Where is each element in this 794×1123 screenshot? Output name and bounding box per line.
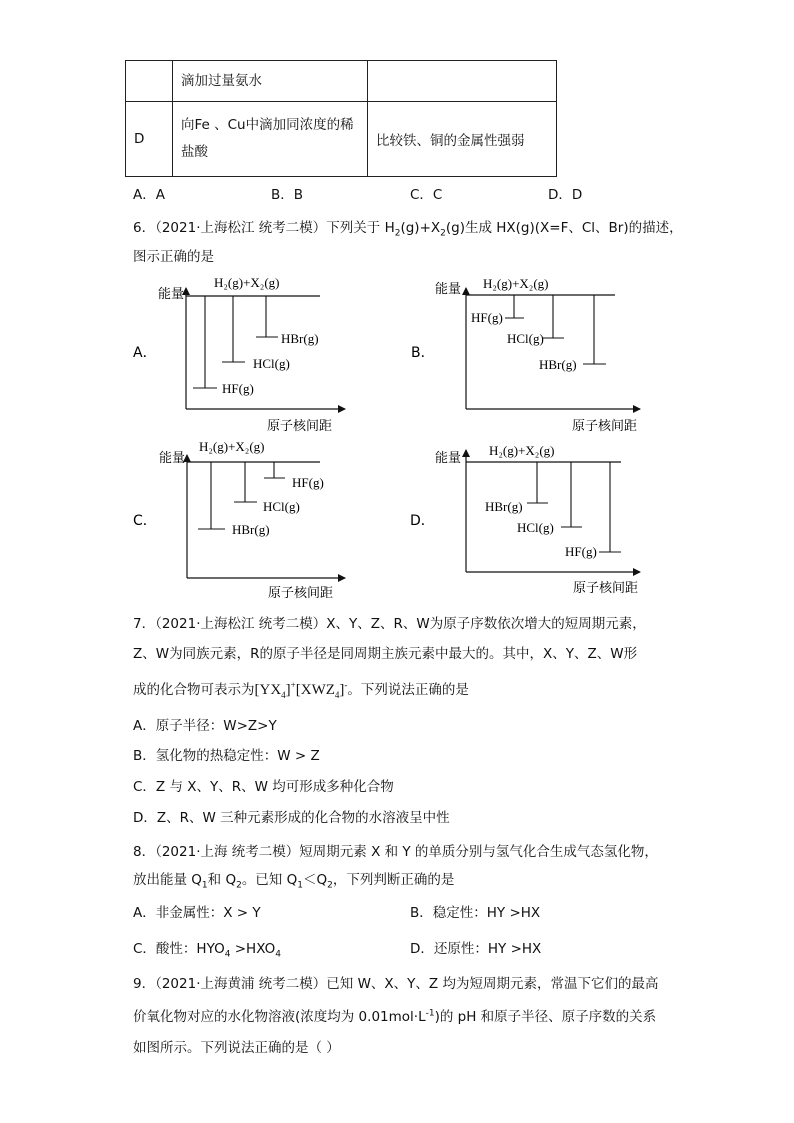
diagram-d <box>410 443 640 596</box>
q7-stem-line-1: 7．（2021·上海松江 统考二模）X、Y、Z、R、W为原子序数依次增大的短周期元素， <box>133 616 646 632</box>
reactants-label: H₂(g)+X₂(g) <box>199 439 265 454</box>
operation-line-1: 向Fe 、Cu中滴加同浓度的稀 <box>181 117 354 133</box>
hbr-label: HBr(g) <box>281 331 319 346</box>
q7-option-c[interactable]: C．Z 与 X、Y、R、W 均可形成多种化合物 <box>133 779 394 795</box>
q5-option-b[interactable]: B．B <box>271 187 304 203</box>
hcl-label: HCl(g) <box>517 520 554 535</box>
hf-label: HF(g) <box>471 310 503 325</box>
option-label-d[interactable]: D． <box>410 513 435 529</box>
q9-stem-line-2: 价氧化物对应的水化物溶液(浓度均为 $0.01mol\cdot L^{-1}$)的 pH 和原子半径、原子序数的关系 <box>133 1008 657 1025</box>
q7-option-d[interactable]: D．Z、R、W 三种元素形成的化合物的水溶液呈中性 <box>133 810 450 826</box>
option-label-b[interactable]: B． <box>411 345 435 361</box>
q9-stem-line-1: 9．（2021·上海黄浦 统考二模）已知 W、X、Y、Z 均为短周期元素，常温下它们的最高 <box>133 976 659 992</box>
table-cell-purpose: 比较铁、铜的金属性强弱 <box>368 102 557 177</box>
axis-distance-label: 原子核间距 <box>573 581 639 596</box>
axis-energy-label: 能量 <box>159 451 186 466</box>
q7-stem-line-2: Z、W为同族元素，R的原子半径是同周期主族元素中最大的。其中，X、Y、Z、W形 <box>133 646 638 662</box>
diagram-c <box>133 439 345 600</box>
table-cell-label: D <box>126 102 173 177</box>
q8-option-c[interactable]: C．酸性：$HYO_4 >HXO_4$ <box>133 941 281 960</box>
table-cell-operation: 滴加过量氨水 <box>173 61 368 102</box>
axis-distance-label: 原子核间距 <box>268 586 334 600</box>
q8-option-d[interactable]: D．还原性：HY >HX <box>410 941 542 957</box>
diagram-a <box>133 275 345 434</box>
q8-stem-line-1: 8．（2021·上海 统考二模）短周期元素 X 和 Y 的单质分别与氢气化合生成气态氢化物， <box>133 844 658 860</box>
option-label-a[interactable]: A． <box>133 345 157 361</box>
q8-option-a[interactable]: A．非金属性：X > Y <box>133 905 261 921</box>
axis-distance-label: 原子核间距 <box>572 419 638 434</box>
q7-stem-line-3: 成的化合物可表示为$[YX_4]^+[XWZ_4]^-$。下列说法正确的是 <box>133 680 469 700</box>
hbr-label: HBr(g) <box>539 357 577 372</box>
hbr-label: HBr(g) <box>485 499 523 514</box>
hf-label: HF(g) <box>222 381 254 396</box>
q6-stem-line-2: 图示正确的是 <box>133 249 214 265</box>
hbr-label: HBr(g) <box>232 522 270 537</box>
axis-energy-label: 能量 <box>435 451 462 466</box>
hf-label: HF(g) <box>292 475 324 490</box>
reactants-label: H₂(g)+X₂(g) <box>483 276 549 291</box>
hcl-label: HCl(g) <box>263 499 300 514</box>
q6-stem-line-1: 6．（2021·上海松江 统考二模）下列关于 $H_2(g)+X_2(g)$生成 HX(g)(X=F、Cl、Br)的描述， <box>133 220 683 239</box>
q8-stem-line-2: 放出能量 $Q_1$和 $Q_2$。已知 $Q_1<Q_2$，下列判断正确的是 <box>133 872 455 891</box>
reactants-label: H₂(g)+X₂(g) <box>214 275 280 290</box>
hf-label: HF(g) <box>565 544 597 559</box>
hcl-label: HCl(g) <box>253 356 290 371</box>
q5-option-c[interactable]: C．C <box>410 187 443 203</box>
q8-option-b[interactable]: B．稳定性：HY >HX <box>410 905 541 921</box>
q7-option-a[interactable]: A．原子半径：W>Z>Y <box>133 718 277 734</box>
hcl-label: HCl(g) <box>507 331 544 346</box>
axis-energy-label: 能量 <box>435 282 462 297</box>
q5-option-d[interactable]: D．D <box>548 187 583 203</box>
operation-line-2: 盐酸 <box>181 144 208 160</box>
option-label-c[interactable]: C． <box>133 513 157 529</box>
formula-cation: $[YX_4]^+[XWZ_4]^-$ <box>254 680 348 700</box>
reactants-label: H₂(g)+X₂(g) <box>489 443 555 458</box>
q9-stem-line-3: 如图所示。下列说法正确的是（ ） <box>133 1040 340 1056</box>
diagram-b <box>411 276 640 434</box>
q5-option-a[interactable]: A．A <box>133 187 165 203</box>
axis-distance-label: 原子核间距 <box>267 419 333 434</box>
axis-energy-label: 能量 <box>158 287 185 302</box>
q7-option-b[interactable]: B．氢化物的热稳定性：W > Z <box>133 748 320 764</box>
